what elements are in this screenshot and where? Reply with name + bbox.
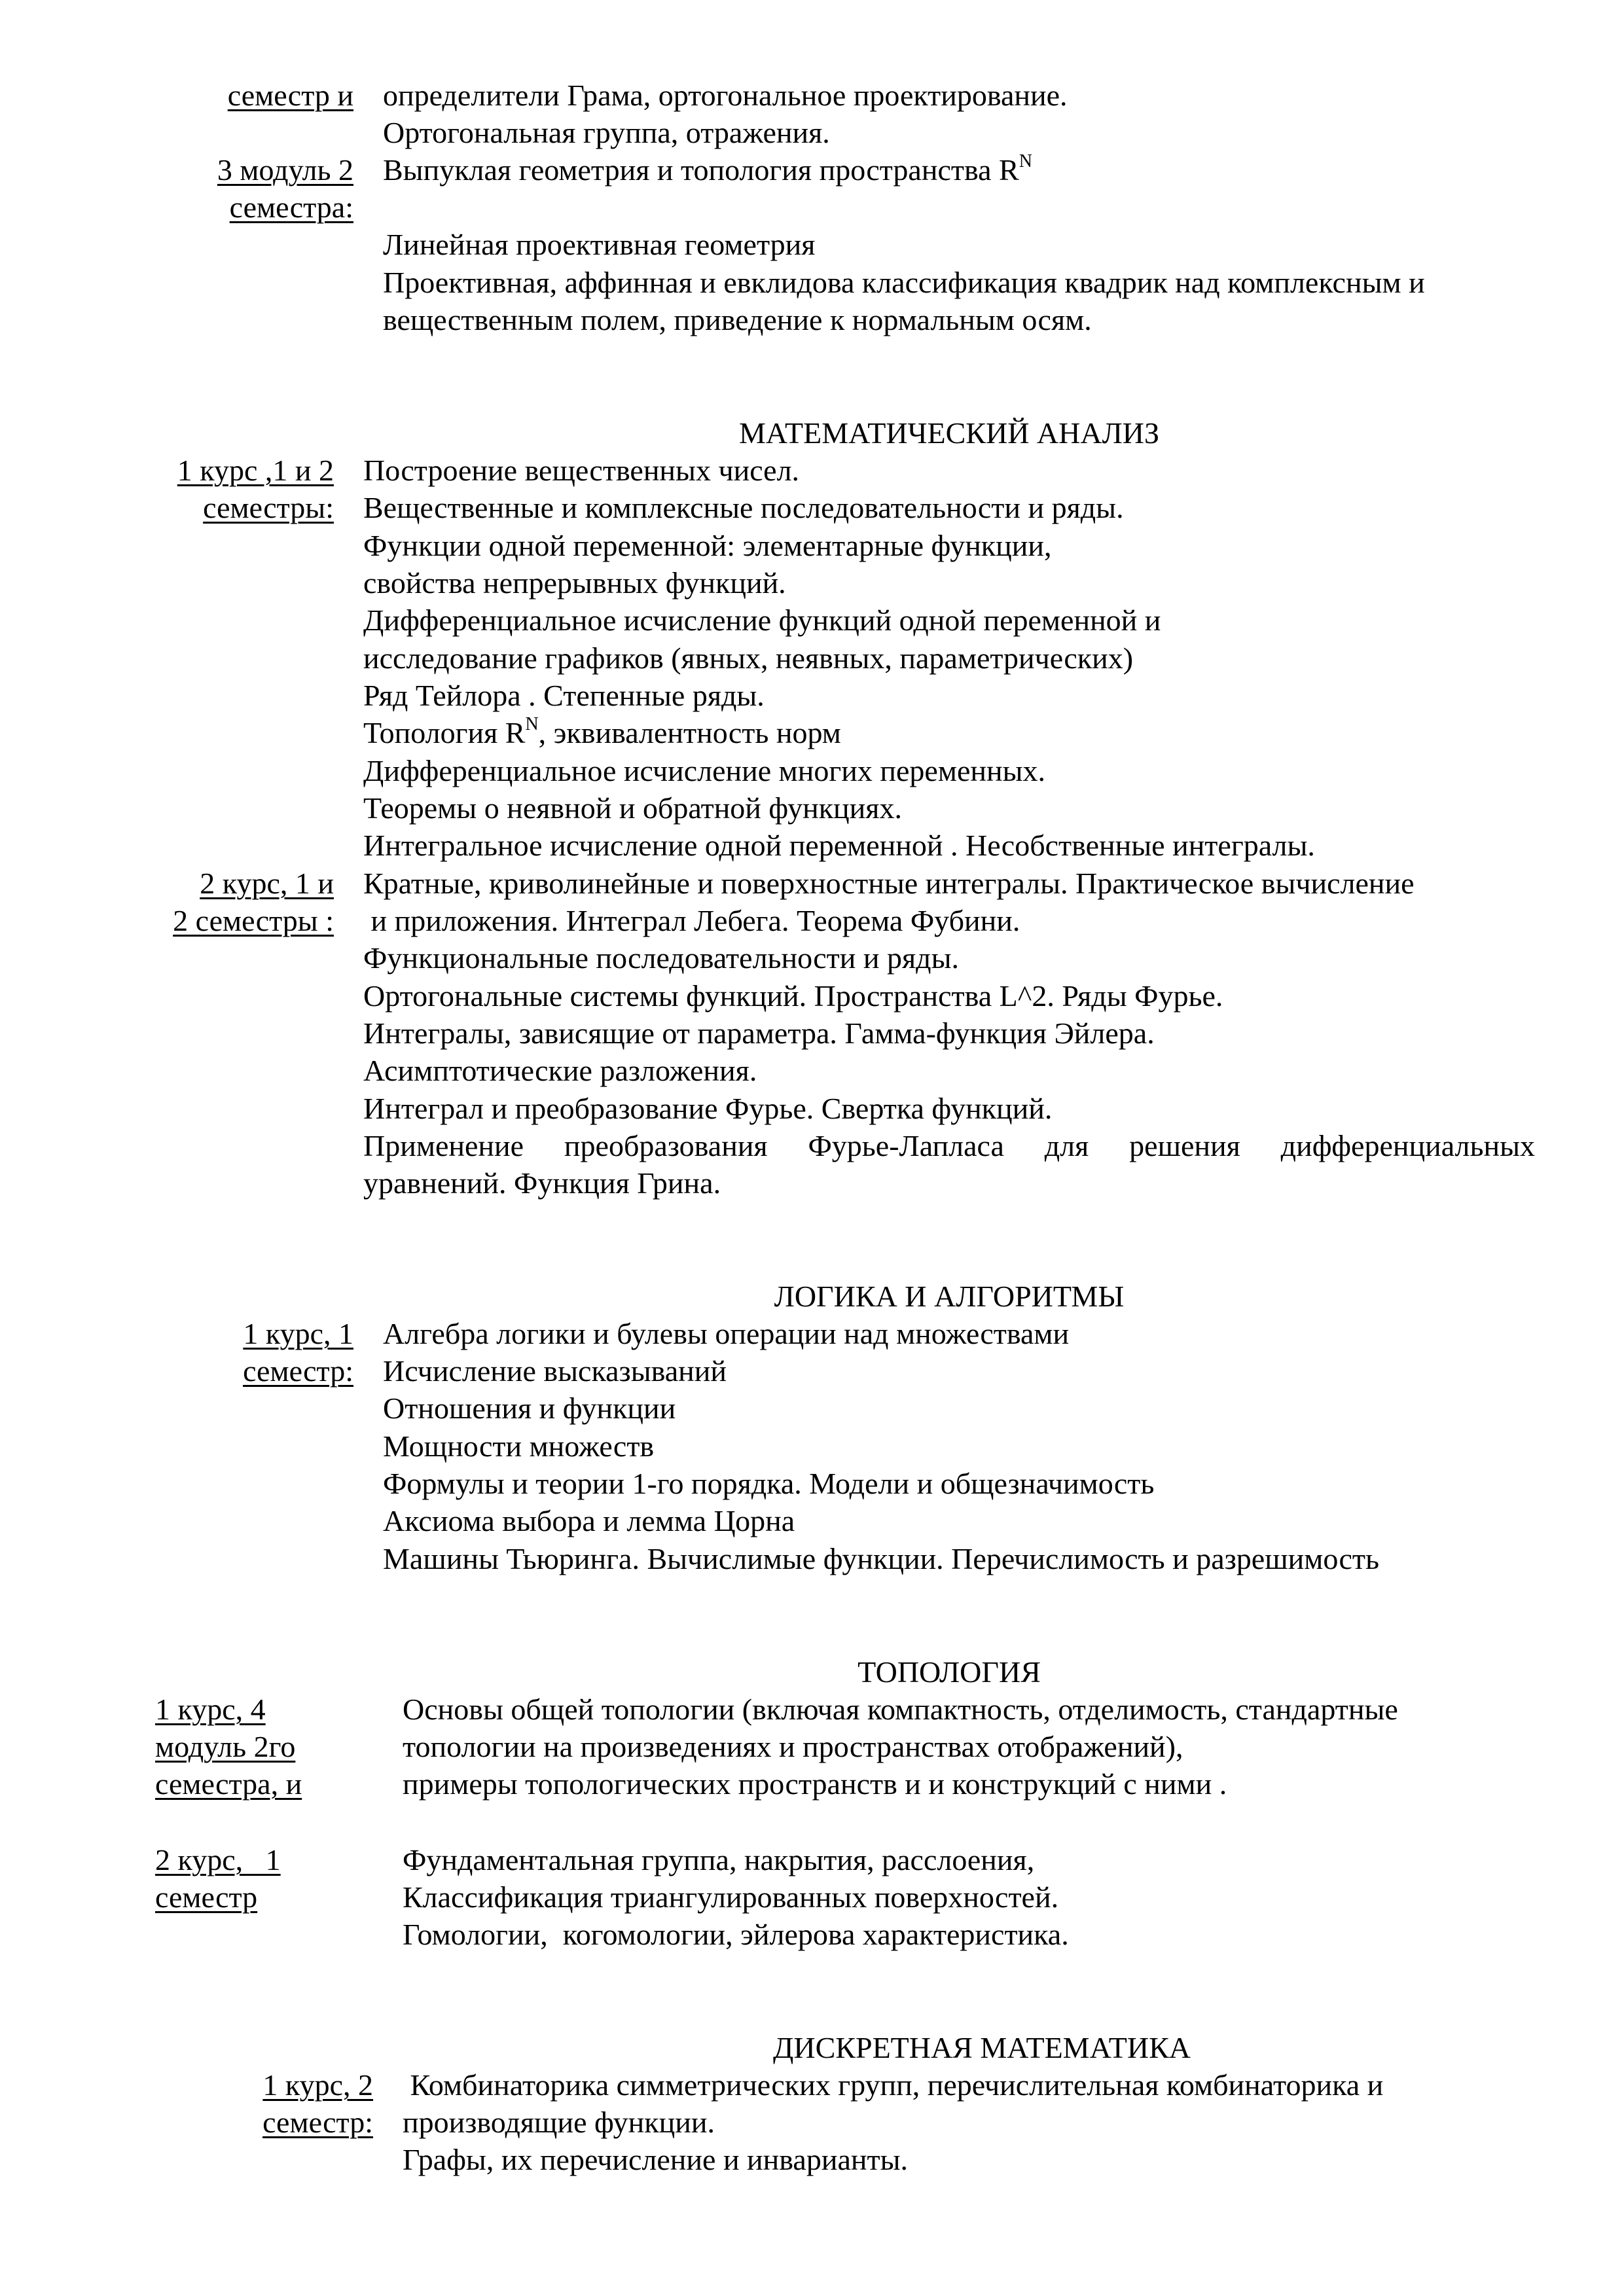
topic-line (383, 152, 1032, 188)
topic-line: Дифференциальное исчисление функций одной переменной и (363, 603, 1161, 637)
topic-line: вещественным полем, приведение к нормальным осям. (383, 303, 1092, 336)
topic-line: свойства непрерывных функций. (363, 566, 786, 600)
section-title: ДИСКРЕТНАЯ МАТЕМАТИКА (773, 2031, 1191, 2064)
semester-label: 1 курс, 1 (243, 1317, 353, 1350)
semester-label: 2 курс, 1 и (200, 867, 334, 900)
topic-line: определители Грама, ортогональное проектирование. (383, 79, 1068, 112)
topic-line: Дифференциальное исчисление многих переменных. (363, 754, 1046, 787)
semester-label: модуль 2го (155, 1730, 296, 1763)
superscript: N (1019, 151, 1032, 171)
topic-line: Кратные, криволинейные и поверхностные интегралы. Практическое вычисление (363, 867, 1415, 900)
section-title: МАТЕМАТИЧЕСКИЙ АНАЛИЗ (738, 416, 1160, 450)
topic-line: Интегральное исчисление одной переменной . Несобственные интегралы. (363, 829, 1315, 862)
topic-line: Применение преобразования Фурье-Лапласа для решения дифференциальных (363, 1129, 1535, 1162)
topic-line: Фундаментальная группа, накрытия, расслоения, (403, 1843, 1035, 1876)
topic-line: Линейная проективная геометрия (383, 228, 816, 261)
topic-line: Функциональные последовательности и ряды. (363, 941, 959, 975)
topic-line: Отношения и функции (383, 1391, 676, 1425)
topic-line: Графы, их перечисление и инварианты. (403, 2143, 908, 2176)
topic-line: примеры топологических пространств и и конструкций с ними . (403, 1767, 1227, 1801)
section-title: ТОПОЛОГИЯ (857, 1655, 1041, 1689)
topic-line: топологии на произведениях и пространствах отображений), (403, 1730, 1183, 1763)
topic-line: Исчисление высказываний (383, 1354, 727, 1388)
topic-text: Топология R (363, 716, 526, 749)
topic-line: Классификация триангулированных поверхностей. (403, 1880, 1059, 1914)
topic-line: производящие функции. (403, 2106, 715, 2139)
topic-line: Аксиома выбора и лемма Цорна (383, 1504, 795, 1537)
topic-line: уравнений. Функция Грина. (363, 1166, 721, 1200)
semester-label: 1 курс, 2 (262, 2068, 373, 2102)
topic-line: Ортогональные системы функций. Пространства L^2. Ряды Фурье. (363, 979, 1223, 1013)
semester-label: семестр: (243, 1354, 353, 1388)
semester-label: 2 курс, 1 (155, 1843, 281, 1876)
topic-line: Проективная, аффинная и евклидова классификация квадрик над комплексным и (383, 266, 1425, 299)
topic-line: Ортогональная группа, отражения. (383, 116, 830, 149)
semester-label: семестры: (203, 491, 334, 524)
topic-line: Интегралы, зависящие от параметра. Гамма-функция Эйлера. (363, 1016, 1155, 1050)
topic-text: Выпуклая геометрия и топология пространства R (383, 153, 1019, 187)
semester-label: семестр и (227, 79, 353, 112)
semester-label: семестр (155, 1880, 258, 1914)
semester-label: семестра: (229, 190, 353, 224)
topic-line: и приложения. Интеграл Лебега. Теорема Фубини. (363, 904, 1020, 937)
topic-line: Формулы и теории 1-го порядка. Модели и общезначимость (383, 1467, 1155, 1500)
topic-line: Построение вещественных чисел. (363, 454, 800, 487)
superscript: N (525, 714, 539, 734)
topic-line: Комбинаторика симметрических групп, перечислительная комбинаторика и (403, 2068, 1384, 2102)
topic-line: Теоремы о неявной и обратной функциях. (363, 791, 902, 825)
topic-line: Алгебра логики и булевы операции над множествами (383, 1317, 1070, 1350)
topic-line: Вещественные и комплексные последовательности и ряды. (363, 491, 1124, 524)
topic-line (363, 715, 841, 751)
section-title: ЛОГИКА И АЛГОРИТМЫ (774, 1280, 1125, 1313)
semester-label: 1 курс ,1 и 2 (177, 454, 334, 487)
topic-line: Интеграл и преобразование Фурье. Свертка функций. (363, 1092, 1053, 1125)
semester-label: семестр: (262, 2106, 373, 2139)
topic-line: Машины Тьюринга. Вычислимые функции. Перечислимость и разрешимость (383, 1542, 1379, 1575)
semester-label: 3 модуль 2 (217, 153, 353, 187)
topic-line: Гомологии, когомологии, эйлерова характеристика. (403, 1918, 1069, 1951)
topic-line: Асимптотические разложения. (363, 1054, 757, 1087)
topic-line: Функции одной переменной: элементарные функции, (363, 529, 1052, 562)
topic-line: Ряд Тейлора . Степенные ряды. (363, 679, 765, 712)
topic-line: Мощности множеств (383, 1429, 655, 1463)
topic-line: исследование графиков (явных, неявных, параметрических) (363, 641, 1134, 675)
semester-label: семестра, и (155, 1767, 302, 1801)
topic-line: Основы общей топологии (включая компактность, отделимость, стандартные (403, 1693, 1398, 1726)
semester-label: 1 курс, 4 (155, 1693, 266, 1726)
semester-label: 2 семестры : (173, 904, 334, 937)
topic-text: , эквивалентность норм (538, 716, 841, 749)
